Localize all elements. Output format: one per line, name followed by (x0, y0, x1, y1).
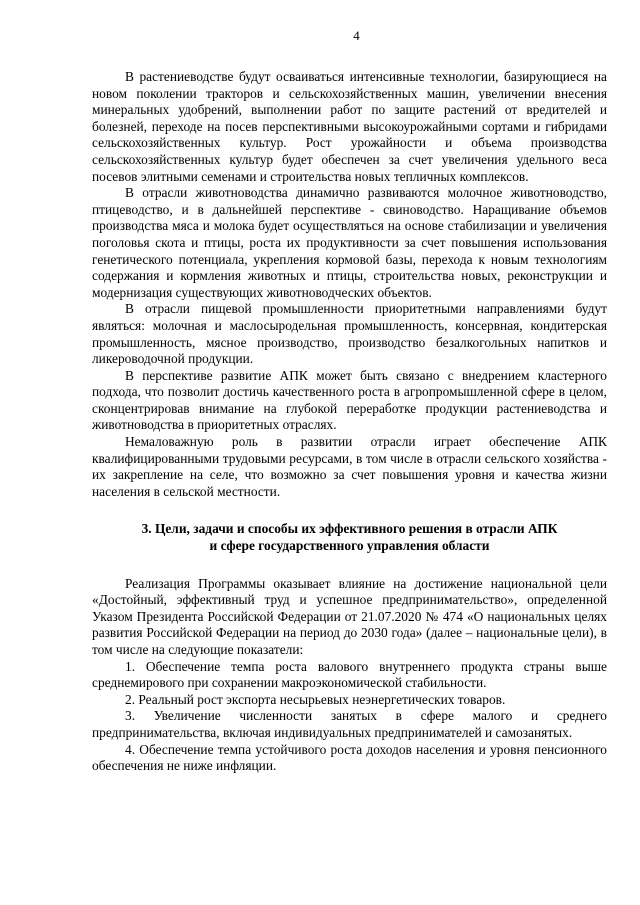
indicator-item-1: 1. Обеспечение темпа роста валового внутреннего продукта страны выше среднемирового при сохранении макроэкономической стабильности. (92, 658, 607, 691)
body-section-after (92, 576, 607, 775)
indicator-item-2: 2. Реальный рост экспорта несырьевых неэнергетических товаров. (125, 691, 506, 707)
paragraph-livestock: В отрасли животноводства динамично развиваются молочное животноводство, птицеводство, и в дальнейшей перспективе - свиноводство. Наращивание объемов производства мяса и молока будет осуществляться на основе стабилизации и увеличения поголовья скота и птицы, роста их продуктивности за счет повышения использования генетического потенциала, укрепления кормовой базы, перехода к новым технологиям содержания и кормления животных и птицы, строительства новых, реконструкции и модернизация существующих животноводческих объектов. (92, 185, 607, 300)
paragraph-crop-production: В растениеводстве будут осваиваться интенсивные технологии, базирующиеся на новом поколении тракторов и сельскохозяйственных машин, увеличении внесения минеральных удобрений, выполнении работ по защите растений от вредителей и болезней, переходе на посев перспективными высокоурожайными сортами и гибридами сельскохозяйственных культур. Рост урожайности и объема производства сельскохозяйственных культур будет обеспечен за счет увеличения удельного веса посевов элитными семенами и строительства новых тепличных комплексов. (92, 69, 607, 184)
page-number: 4 (353, 28, 360, 43)
section-heading-line-2: и сфере государственного управления области (209, 538, 490, 554)
indicator-item-3: 3. Увеличение численности занятых в сфере малого и среднего предпринимательства, включая индивидуальных предпринимателей и самозанятых. (92, 708, 607, 740)
section-heading-line-1: 3. Цели, задачи и способы их эффективного решения в отрасли АПК (141, 521, 558, 537)
paragraph-labor-resources: Немаловажную роль в развитии отрасли играет обеспечение АПК квалифицированными трудовыми ресурсами, в том числе в отрасли сельского хозяйства - их закрепление на селе, что возможно за счет повышения уровня и качества жизни населения в сельской местности. (92, 434, 607, 499)
paragraph-cluster-approach: В перспективе развитие АПК может быть связано с внедрением кластерного подхода, что позволит достичь качественного роста в агропромышленной сфере в целом, сконцентрировав внимание на глубокой переработке продукции растениеводства и животноводства в приоритетных отраслях. (92, 367, 607, 433)
section-heading (92, 521, 607, 554)
indicator-item-4: 4. Обеспечение темпа устойчивого роста доходов населения и уровня пенсионного обеспечения не ниже инфляции. (92, 741, 607, 774)
paragraph-food-industry: В отрасли пищевой промышленности приоритетными направлениями будут являться: молочная и маслосыродельная промышленность, консервная, кондитерская промышленность, мясное производство, производство безалкогольных напитков и ликероводочной продукции. (92, 301, 607, 367)
body-section-before (92, 69, 607, 500)
paragraph-program-impact: Реализация Программы оказывает влияние на достижение национальной цели «Достойный, эффективный труд и успешное предпринимательство», определенной Указом Президента Российской Федерации от 21.07.2020 № 474 «О национальных целях развития Российской Федерации на период до 2030 года» (далее – национальные цели), в том числе на следующие показатели: (92, 575, 607, 657)
